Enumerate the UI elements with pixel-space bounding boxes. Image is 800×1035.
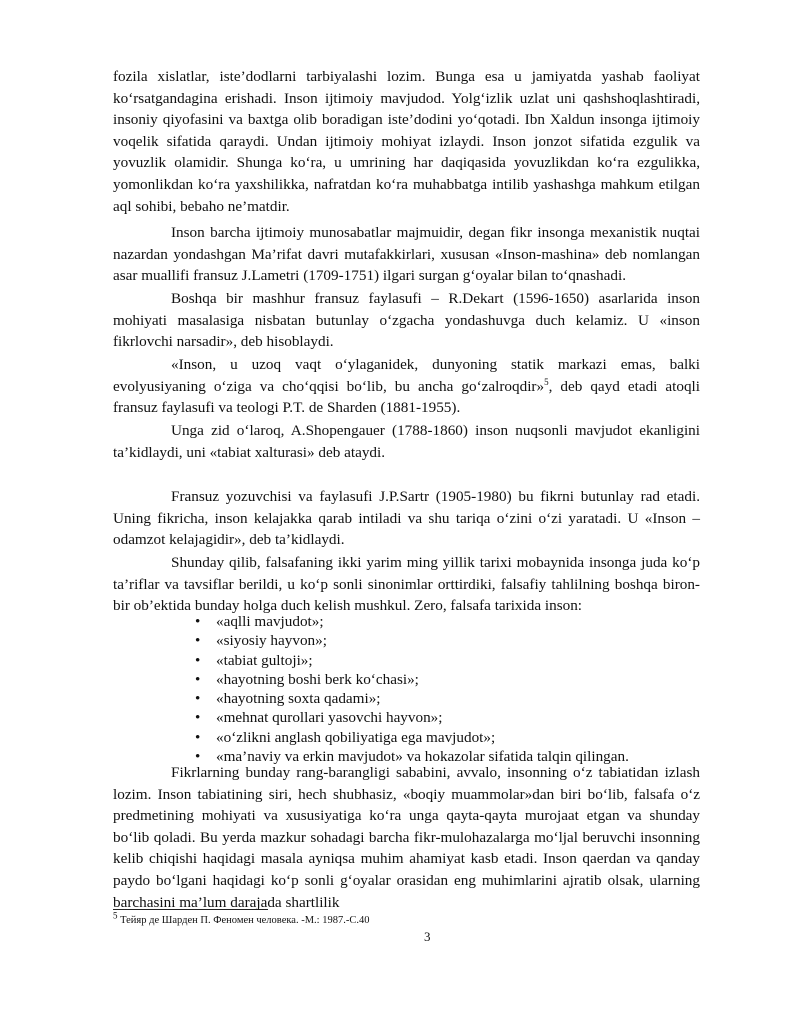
list-item-text: «tabiat gultoji»; [216,651,313,669]
paragraph-3 [113,288,700,353]
definitions-list [195,612,695,766]
bullet-icon: • [195,613,201,630]
list-item-text: «ma’naviy va erkin mavjudot» va hokazolar sifatida talqin qilingan. [216,748,629,766]
list-item [195,651,695,670]
bullet-icon: • [195,632,201,650]
paragraph-4-quote: «Inson, u uzoq vaqt o‘ylaganidek, dunyoning statik markazi emas, balki evolyusiyaning o‘ziga va cho‘qqisi bo‘lib, bu ancha go‘zalroqdir» [113,356,700,395]
list-item-text: «siyosiy hayvon»; [216,632,327,650]
footnote-text: Тейяр де Шарден П. Феномен человека. -М.: 1987.-С.40 [117,915,370,926]
paragraph-7 [113,552,700,617]
paragraph-2-text: Inson barcha ijtimoiy munosabatlar majmuidir, degan fikr insonga mexanistik nuqtai nazardan yondashgan Ma’rifat davri mutafakkirlari, xususan «Inson-mashina» deb nomlangan asar muallifi fransuz J.Lametri (1709-1751) ilgari surgan g‘oyalar bilan to‘qnashadi. [113,224,700,285]
page-number: 3 [424,929,431,944]
list-item [195,612,695,631]
paragraph-8-text: Fikrlarning bunday rang-barangligi sababini, avvalo, insonning o‘z tabiatidan izlash lozim. Inson tabiatining siri, hech shubhasiz, «boqiy muammolar»dan biri bo‘lib, falsafa o‘z predmetining mohiyati va xususiyatiga ko‘ra unga qayta-qayta murojaat etgan va shunday bo‘lib qoladi. Bu yerda mazkur sohadagi barcha fikr-mulohazalarga mo‘ljal beruvchi insonning kelib chiqishi haqidagi masala ayniqsa muhim ahamiyat kasb etadi. Inson qaerdan va qanday paydo bo‘lgani haqidagi ko‘p sonli g‘oyalar orasidan eng muhimlarini ajratib olsak, ularning barchasini ma’lum darajada shartlilik [113,764,700,911]
bullet-icon: • [195,670,201,688]
paragraph-2 [113,222,700,287]
bullet-icon: • [195,651,201,669]
list-item-text: «mehnat qurollari yasovchi hayvon»; [216,709,443,727]
bullet-icon: • [195,748,201,766]
list-item [195,689,695,708]
footnote-reference: 5 [544,376,549,387]
paragraph-1 [113,66,700,217]
list-item-text: «hayotning soxta qadami»; [216,690,381,708]
list-item [195,728,695,747]
footnote-marker: 5 [113,910,118,921]
footnote [113,910,713,928]
list-item-text: «aqlli mavjudot»; [216,613,324,630]
bullet-icon: • [195,709,201,727]
footnote-separator [113,909,268,910]
bullet-icon: • [195,690,201,708]
list-item-text: «hayotning boshi berk ko‘chasi»; [216,670,419,688]
paragraph-4 [113,354,700,419]
paragraph-5 [113,420,700,463]
list-item [195,631,695,650]
list-item [195,670,695,689]
bullet-icon: • [195,728,201,746]
paragraph-8 [113,762,700,913]
paragraph-5-text: Unga zid o‘laroq, A.Shopengauer (1788-1860) inson nuqsonli mavjudot ekanligini ta’kidlaydi, uni «tabiat xalturasi» deb ataydi. [113,422,700,461]
paragraph-7-text: Shunday qilib, falsafaning ikki yarim ming yillik tarixi mobaynida insonga juda ko‘p ta’riflar va tavsiflar berildi, u ko‘p sonli sinonimlar orttirdiki, falsafiy tahlilning boshqa biron-bir ob’ektida bunday holga duch kelish mushkul. Zero, falsafa tarixida inson: [113,554,700,615]
paragraph-6-text: Fransuz yozuvchisi va faylasufi J.P.Sartr (1905-1980) bu fikrni butunlay rad etadi. Uning fikricha, inson kelajakka qarab intiladi va shu tariqa o‘zini o‘zi yaratadi. U «Inson – odamzot kelajagidir», deb ta’kidlaydi. [113,488,700,549]
paragraph-3-text: Boshqa bir mashhur fransuz faylasufi – R.Dekart (1596-1650) asarlarida inson mohiyati masalasiga nisbatan butunlay o‘zgacha yondashuvga duch kelamiz. U «inson fikrlovchi narsadir», deb hisoblaydi. [113,290,700,351]
paragraph-4-text [113,354,700,419]
paragraph-6 [113,486,700,551]
list-item [195,708,695,727]
paragraph-1-text: fozila xislatlar, iste’dodlarni tarbiyalashi lozim. Bunga esa u jamiyatda yashab faoliyat ko‘rsatgandagina erishadi. Inson ijtimoiy mavjudod. Yolg‘izlik uzlat uni qashshoqlashtiradi, insoniy qiyofasini va baxtga olib boradigan iste’dodini yo‘qotadi. Ibn Xaldun insonga ijtimoiy voqelik sifatida qaraydi. Undan ijtimoiy mohiyat izlaydi. Inson jonzot sifatida ezgulik va yovuzlik olamidir. Shunga ko‘ra, u umrining har daqiqasida yovuzlikdan ko‘ra ezgulikka, yomonlikdan ko‘ra yaxshilikka, nafratdan ko‘ra muhabbatga intilib yashashga mahkum etilgan aql sohibi, bebaho ne’matdir. [113,68,700,215]
paragraph-4-attribution: , deb qayd etadi atoqli fransuz faylasufi va teologi P.T. de Sharden (1881-1955). [113,377,701,417]
list-item-text: «o‘zlikni anglash qobiliyatiga ega mavjudot»; [216,728,496,746]
